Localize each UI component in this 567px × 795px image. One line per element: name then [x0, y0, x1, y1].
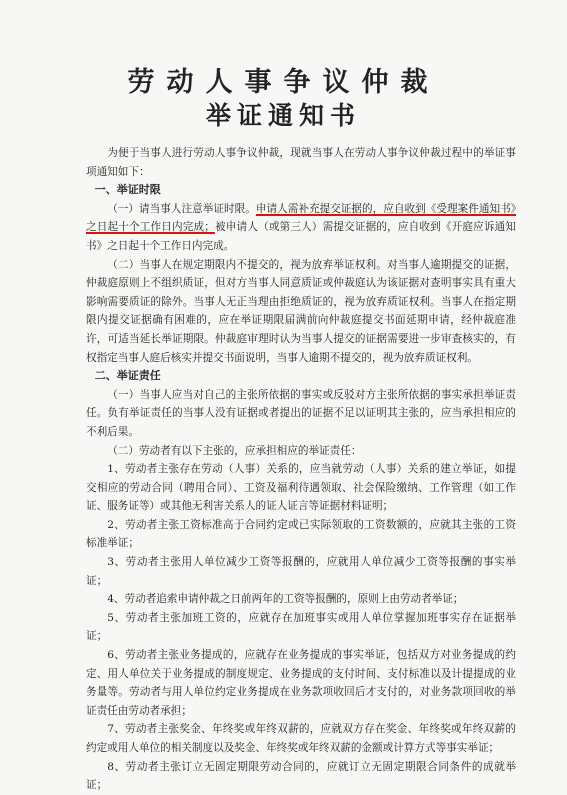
- list-item: 6、劳动者主张业务提成的，应就存在业务提成的事实举证，包括双方对业务提成的约定、用人单位关于业务提成的制度规定、业务提成的支付时间、支付标准以及计提提成的业务量等。劳动者与用人单位约定业务提成在业务款项收回后才支付的，对业务款项回收的举证责任由劳动者承担；: [86, 649, 516, 717]
- red-underlined-text: 申请人需补充提交证据的，应自收到《受理案件通知书》之日起十个工作日内完成；: [86, 202, 517, 234]
- list-item: 2、劳动者主张工资标准高于合同约定或已实际领取的工资数额的，应就其主张的工资标准举证；: [86, 518, 516, 550]
- page-subtitle: 举证通知书: [205, 101, 361, 130]
- section-heading-2: 二、举证责任: [94, 369, 161, 383]
- list-item: 8、劳动者主张订立无固定期限劳动合同的，应就订立无固定期限合同条件的成就举证；: [86, 760, 516, 792]
- list-item: 4、劳动者追索申请仲裁之日前两年的工资等报酬的，原则上由劳动者举证；: [107, 593, 464, 606]
- list-item: 7、劳动者主张奖金、年终奖或年终双薪的，应就双方存在奖金、年终奖或年终双薪的约定或用人单位的相关制度以及奖金、年终奖或年终双薪的金额或计算方式等事实举证；: [86, 723, 516, 754]
- section2-paragraph-2: （二）劳动者有以下主张的，应承担相应的举证责任：: [107, 444, 362, 457]
- section1-paragraph-1: [86, 200, 516, 256]
- section1-p1-prefix: （一）请当事人注意举证时限。: [107, 202, 256, 215]
- list-item: 5、劳动者主张加班工资的，应就存在加班事实或用人单位掌握加班事实存在证据举证；: [86, 611, 516, 643]
- intro-paragraph: 为便于当事人进行劳动人事争议仲裁，现就当事人在劳动人事争议仲裁过程中的举证事项通知如下：: [86, 147, 516, 178]
- page-title: 劳动人事争议仲裁: [127, 67, 440, 98]
- list-item: 3、劳动者主张用人单位减少工资等报酬的，应就用人单位减少工资等报酬的事实举证；: [86, 556, 516, 587]
- list-item: 1、劳动者主张存在劳动（人事）关系的，应当就劳动（人事）关系的建立举证，如提交相应的劳动合同（聘用合同）、工资及福利待遇领取、社会保险缴纳、工作管理（如工作证、服务证等）或其他无利害关系人的证人证言等证据材料证明；: [86, 463, 516, 513]
- section1-paragraph-2: （二）当事人在规定期限内不提交的，视为放弃举证权利。对当事人逾期提交的证据，仲裁庭原则上不组织质证，但对方当事人同意质证或仲裁庭认为该证据对查明事实具有重大影响需要质证的除外。当事人无正当理由拒绝质证的，视为放弃质证权利。当事人在指定期限内提交证据确有困难的，应在举证期限届满前向仲裁庭提交书面延期申请，经仲裁庭准许，可适当延长举证期限。仲裁庭审理时认为当事人提交的证据需要进一步审查核实的，有权指定当事人庭后核实并提交书面说明，当事人逾期不提交的，视为放弃质证权利。: [86, 258, 516, 364]
- document-body: [86, 144, 516, 795]
- section2-paragraph-1: （一）当事人应当对自己的主张所依据的事实或反驳对方主张所依据的事实承担举证责任。负有举证责任的当事人没有证据或者提出的证据不足以证明其主张的，应当承担相应的不利后果。: [86, 388, 516, 438]
- section-heading-1: 一、举证时限: [94, 183, 161, 197]
- section1-p1-suffix: 被申请人（或第三人）需提交证据的，应自收到《开庭应诉通知书》之日起十个工作日内完成。: [86, 221, 517, 252]
